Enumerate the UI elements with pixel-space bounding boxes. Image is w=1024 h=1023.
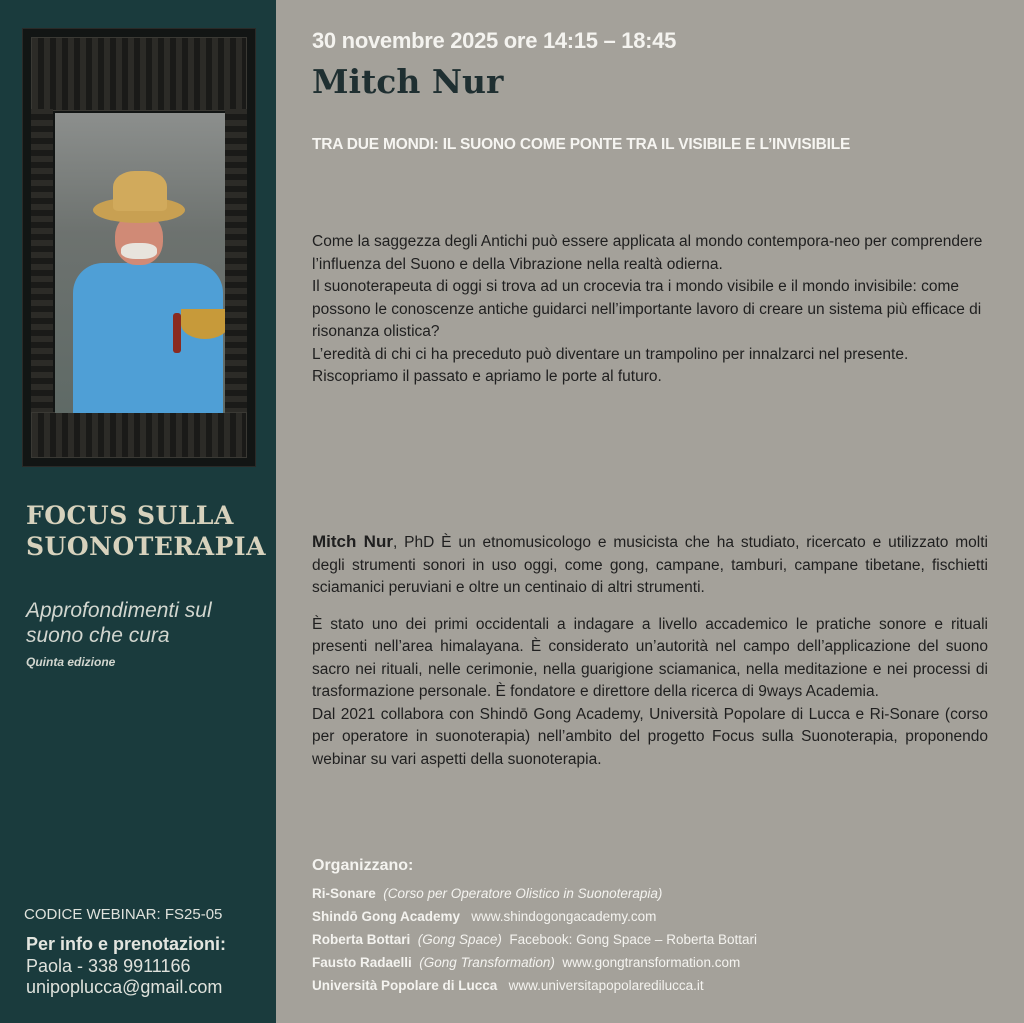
info-title: Per info e prenotazioni: bbox=[26, 934, 227, 954]
organizer-item bbox=[312, 882, 757, 905]
description-paragraph-2: Il suonoterapeuta di oggi si trova ad un crocevia tra i mondo visibile e il mondo invisibile: come possono le conoscenze antiche guidarci nell’importante lavoro di creare un sistema più efficace di risonanza olistica? bbox=[312, 278, 982, 340]
organizer-name: Shindō Gong Academy bbox=[312, 909, 461, 924]
session-title: TRA DUE MONDI: IL SUONO COME PONTE TRA IL VISIBILE E L’INVISIBILE bbox=[312, 136, 851, 153]
organizer-role: (Corso per Operatore Olistico in Suonoterapia) bbox=[383, 886, 663, 901]
frame-carving-top bbox=[31, 37, 247, 111]
series-title-line-2: SUONOTERAPIA bbox=[26, 532, 266, 561]
bio-paragraph-3: Dal 2021 collabora con Shindō Gong Academy, Università Popolare di Lucca e Ri-Sonare (corso per operatore in suonoterapia) nell’ambito del progetto Focus sulla Suonoterapia, proponendo webinar su vari aspetti della suonoterapia. bbox=[312, 705, 988, 768]
organizer-role: (Gong Space) bbox=[417, 932, 502, 947]
organizer-link[interactable]: www.universitapopolaredilucca.it bbox=[508, 978, 704, 993]
bio-paragraph-1 bbox=[312, 531, 988, 600]
event-date: 30 novembre 2025 ore 14:15 – 18:45 bbox=[312, 28, 677, 53]
organizer-link[interactable]: www.gongtransformation.com bbox=[562, 955, 741, 970]
speaker-photo-frame bbox=[22, 28, 256, 467]
series-subtitle bbox=[26, 598, 266, 648]
webinar-code: CODICE WEBINAR: FS25-05 bbox=[24, 906, 223, 923]
frame-carving-bottom bbox=[31, 412, 247, 458]
series-subtitle-line-1: Approfondimenti sul bbox=[26, 599, 212, 622]
organizer-item bbox=[312, 928, 757, 951]
bio-intro: , PhD È un etnomusicologo e musicista che ha studiato, ricercato e utilizzato molti degli strumenti sonori in uso oggi, come gong, campane, tamburi, campane tibetane, fischietti sciamanici peruviani e oltre un centinaio di altri strumenti. bbox=[312, 534, 988, 596]
organizer-link[interactable]: Facebook: Gong Space – Roberta Bottari bbox=[509, 932, 757, 947]
series-title-line-1: FOCUS SULLA bbox=[26, 501, 234, 530]
speaker-photo bbox=[55, 113, 225, 413]
contact-phone: Paola - 338 9911166 bbox=[26, 956, 191, 976]
description-paragraph-3: L’eredità di chi ci ha preceduto può diventare un trampolino per innalzarci nel presente. Riscopriamo il passato e apriamo le porte al futuro. bbox=[312, 345, 909, 385]
sidebar bbox=[0, 0, 276, 1023]
photo-singing-bowl bbox=[181, 309, 225, 339]
event-description bbox=[312, 231, 988, 389]
organizer-item bbox=[312, 905, 757, 928]
organizer-name: Fausto Radaelli bbox=[312, 955, 412, 970]
organizers-title: Organizzano: bbox=[312, 857, 414, 874]
frame-carving-left bbox=[31, 109, 53, 414]
organizer-name: Ri-Sonare bbox=[312, 886, 376, 901]
photo-beard bbox=[121, 243, 157, 259]
organizers-list bbox=[312, 882, 757, 997]
organizer-link[interactable]: www.shindogongacademy.com bbox=[471, 909, 657, 924]
bio-name: Mitch Nur bbox=[312, 532, 393, 551]
photo-mallet bbox=[173, 313, 181, 353]
speaker-bio bbox=[312, 531, 988, 771]
organizer-name: Università Popolare di Lucca bbox=[312, 978, 498, 993]
organizer-name: Roberta Bottari bbox=[312, 932, 411, 947]
contact-email[interactable]: unipoplucca@gmail.com bbox=[26, 977, 223, 997]
series-title bbox=[26, 500, 266, 562]
series-subtitle-line-2: suono che cura bbox=[26, 624, 170, 647]
organizer-item bbox=[312, 951, 757, 974]
speaker-name: Mitch Nur bbox=[312, 62, 504, 101]
organizer-role: (Gong Transformation) bbox=[419, 955, 555, 970]
series-edition: Quinta edizione bbox=[26, 655, 116, 669]
bio-paragraph-2: È stato uno dei primi occidentali a indagare a livello accademico le pratiche sonore e rituali presenti nell’area himalayana. È considerato un’autorità nel campo dell’applicazione del suono sacro nei rituali, nelle cerimonie, nella guarigione sciamanica, nella meditazione e nei processi di trasformazione personale. È fondatore e direttore della ricerca di 9ways Academia. bbox=[312, 615, 988, 700]
description-paragraph-1: Come la saggezza degli Antichi può essere applicata al mondo contempora-neo per comprendere l’influenza del Suono e della Vibrazione nella realtà odierna. bbox=[312, 233, 983, 273]
organizer-item bbox=[312, 974, 757, 997]
frame-carving-right bbox=[225, 109, 247, 414]
photo-hat-top bbox=[113, 171, 167, 211]
